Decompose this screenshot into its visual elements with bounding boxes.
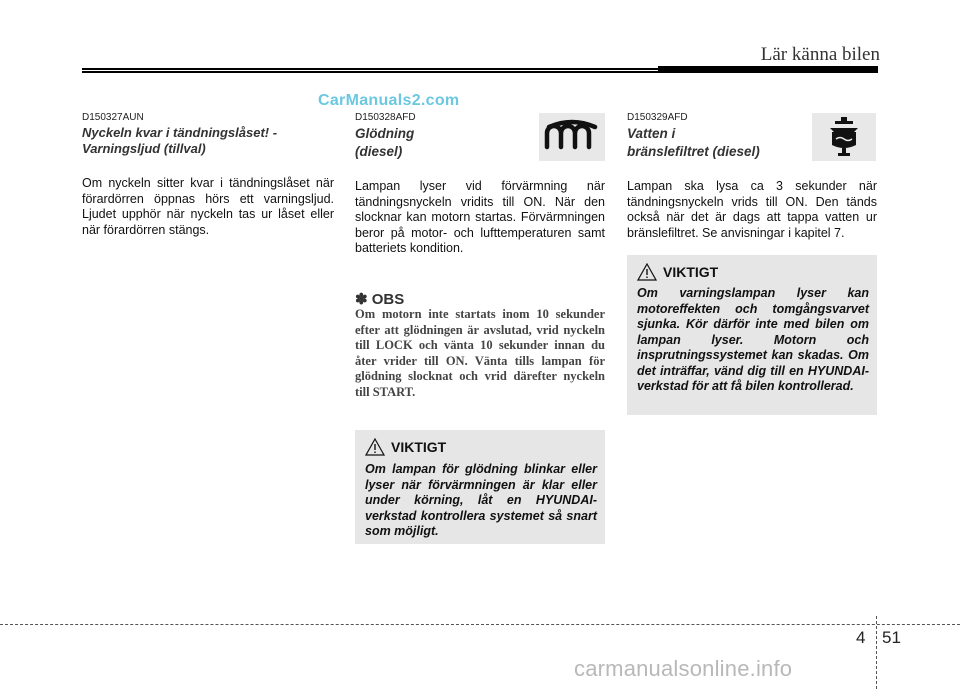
footer-divider bbox=[876, 616, 877, 689]
footer-rule bbox=[0, 624, 960, 625]
glow-plug-icon bbox=[543, 119, 601, 155]
heading-line: bränslefiltret (diesel) bbox=[627, 144, 760, 159]
warning-title: VIKTIGT bbox=[391, 439, 447, 455]
warning-header bbox=[365, 438, 597, 456]
watermark-bottom: carmanualsonline.info bbox=[574, 656, 793, 681]
heading-line: (diesel) bbox=[355, 144, 403, 159]
body-text: Lampan ska lysa ca 3 sekunder när tändningsnyckeln vrids till ON. Den tänds också när det är dags att tappa vatten ur bränslefiltret. Se anvisningar i kapitel 7. bbox=[627, 179, 877, 240]
water-in-fuel-indicator bbox=[812, 113, 876, 161]
warning-header bbox=[637, 263, 869, 281]
section-heading bbox=[355, 125, 515, 161]
section-code: D150328AFD bbox=[355, 112, 416, 123]
warning-triangle-icon bbox=[365, 438, 385, 456]
body-text: Lampan lyser vid förvärmning när tändningsnyckeln vridits till ON. När den slocknar kan motorn startas. Förvärmningen beror på motor- och lufttemperaturen samt batteriets kondition. bbox=[355, 179, 605, 255]
heading-line: Glödning bbox=[355, 126, 415, 141]
body-text: Om nyckeln sitter kvar i tändningslåset när förardörren öppnas hörs ett varningsljud. Ljudet upphör när nyckeln tas ur låset eller när förardörren stängs. bbox=[82, 176, 334, 237]
section-code: D150327AUN bbox=[82, 112, 144, 123]
chapter-number: 4 bbox=[856, 628, 866, 647]
section-code: D150329AFD bbox=[627, 112, 688, 123]
warning-title: VIKTIGT bbox=[663, 264, 719, 280]
heading-line: Vatten i bbox=[627, 126, 676, 141]
section-heading bbox=[82, 125, 342, 157]
watermark-top: CarManuals2.com bbox=[318, 92, 460, 109]
warning-text: Om varningslampan lyser kan motoreffekten och tomgångsvarvet sjunka. Kör därför inte med bilen om lampan lyser. Motorn och insprutningssystemet kan skadas. Om det inträffar, vänd dig till en HYUNDAI-verkstad för att få bilen kontrollerad. bbox=[637, 286, 869, 393]
water-in-fuel-icon bbox=[824, 115, 864, 159]
page-number: 51 bbox=[882, 628, 901, 647]
obs-title: ✽ OBS bbox=[355, 291, 405, 308]
warning-box bbox=[355, 430, 605, 544]
header-rule-accent bbox=[658, 66, 878, 71]
warning-text: Om lampan för glödning blinkar eller lyser när förvärmningen är klar eller under körning, låt en HYUNDAI-verkstad kontrollera systemet så snart som möjligt. bbox=[365, 462, 597, 538]
warning-triangle-icon bbox=[637, 263, 657, 281]
warning-box bbox=[627, 255, 877, 415]
heading-line: Nyckeln kvar i tändningslåset! - bbox=[82, 125, 278, 140]
glow-plug-indicator bbox=[539, 113, 605, 161]
section-heading bbox=[627, 125, 807, 161]
heading-line: Varningsljud (tillval) bbox=[82, 141, 206, 156]
obs-text: Om motorn inte startats inom 10 sekunder efter att glödningen är avslutad, vrid nyckeln till LOCK och vänta 10 sekunder innan du åter vrider till ON. Vänta tills lampan för glödning slocknat och vrid därefter nyckeln till START. bbox=[355, 307, 605, 399]
section-title: Lär känna bilen bbox=[760, 44, 880, 65]
